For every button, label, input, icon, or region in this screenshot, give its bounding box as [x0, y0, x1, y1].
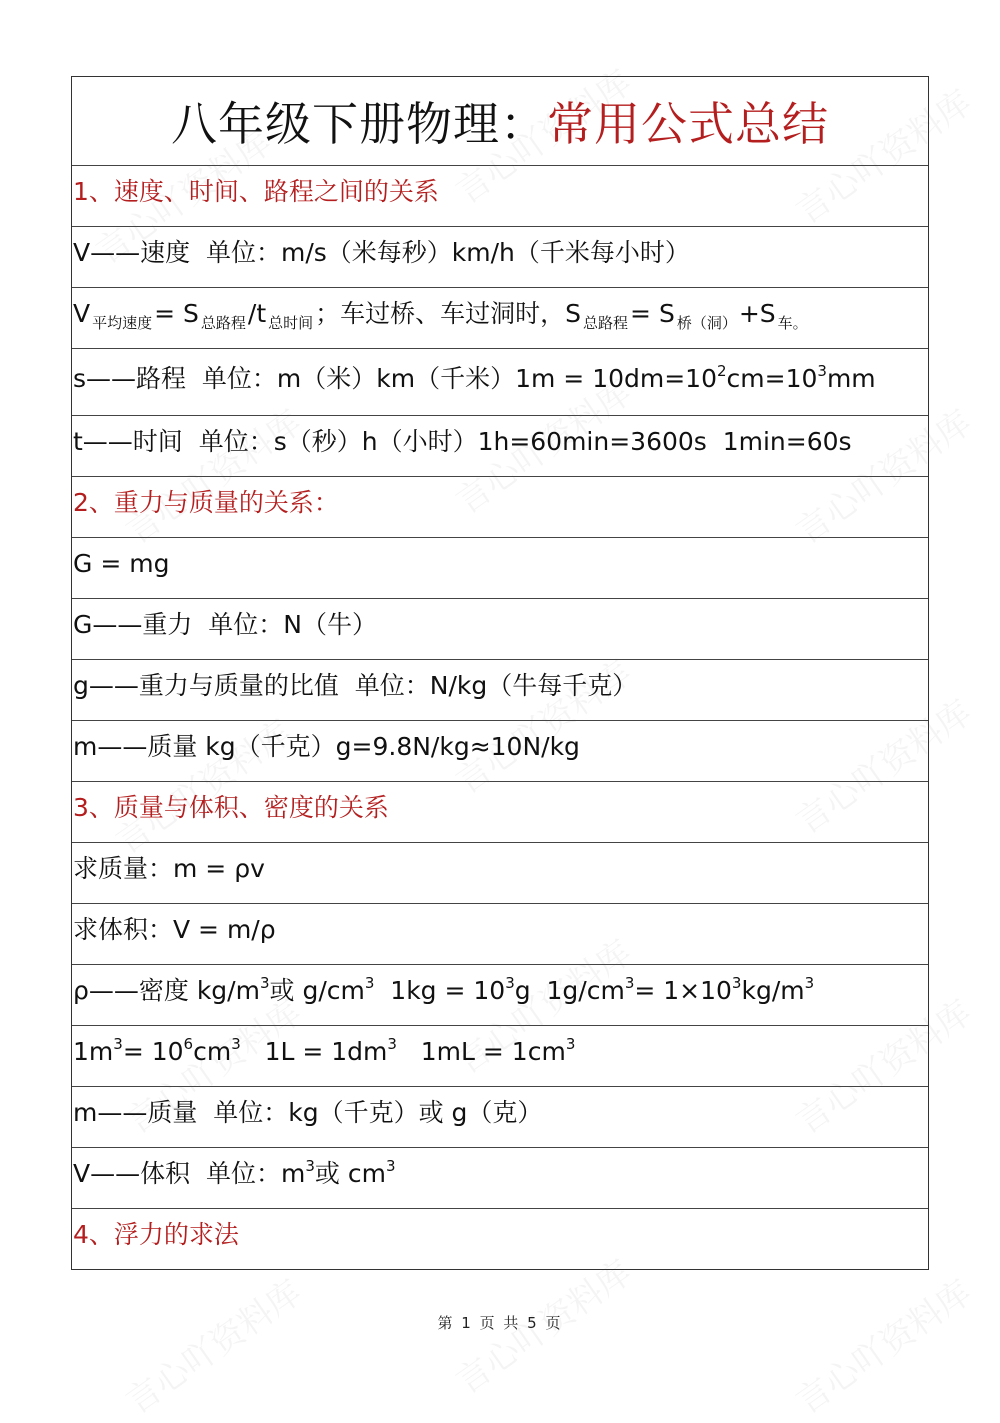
- formula-row: [72, 843, 928, 904]
- superscript: 3: [387, 1035, 397, 1053]
- formula-text: 或 g/cm: [269, 976, 365, 1005]
- subscript: 总路程: [200, 314, 246, 332]
- formula-table: [71, 76, 929, 1270]
- formula-text: = 10: [122, 1037, 184, 1066]
- formula-text: 4、浮力的求法: [73, 1220, 239, 1249]
- subscript: 总时间: [268, 314, 314, 332]
- formula-text: mm: [826, 364, 876, 393]
- section-heading: [72, 166, 928, 227]
- watermark-text: [114, 1266, 309, 1423]
- formula-text: = 1×10: [634, 976, 732, 1005]
- section-heading: [72, 1209, 928, 1269]
- formula-text: m——质量 单位：kg（千克）或 g（克）: [73, 1098, 543, 1127]
- formula-row: [72, 416, 928, 477]
- formula-text: 1、速度、时间、路程之间的关系: [73, 177, 439, 206]
- formula-row: [72, 227, 928, 288]
- superscript: 3: [731, 974, 742, 992]
- formula-row: [72, 904, 928, 965]
- subscript: 总路程: [583, 314, 629, 332]
- formula-text: V——体积 单位：m: [73, 1159, 306, 1188]
- formula-text: V: [73, 299, 91, 328]
- page-title: [72, 77, 928, 166]
- formula-text: s——路程 单位：m（米）km（千米）1m = 10dm=10: [73, 364, 717, 393]
- subscript: 平均速度: [92, 314, 153, 332]
- formula-text: V——速度 单位：m/s（米每秒）km/h（千米每小时）: [73, 238, 690, 267]
- formula-text: 求质量：m = ρv: [73, 854, 265, 883]
- formula-text: g——重力与质量的比值 单位：N/kg（牛每千克）: [73, 671, 638, 700]
- formula-text: ρ——密度 kg/m: [73, 976, 260, 1005]
- formula-text: t——时间 单位：s（秒）h（小时）1h=60min=3600s 1min=60s: [73, 427, 852, 456]
- formula-text: G——重力 单位：N（牛）: [73, 610, 377, 639]
- title-main: 八年级下册物理：: [171, 97, 547, 151]
- formula-text: +S: [738, 299, 776, 328]
- superscript: 3: [259, 974, 270, 992]
- formula-row: [72, 288, 928, 349]
- section-heading: [72, 477, 928, 538]
- formula-row: [72, 1087, 928, 1148]
- formula-text: 1kg = 10: [374, 976, 506, 1005]
- formula-text: G = mg: [73, 549, 170, 578]
- formula-row: [72, 599, 928, 660]
- formula-text: /t: [247, 299, 267, 328]
- formula-text: ；车过桥、车过洞时，S: [315, 299, 582, 328]
- subscript: 桥（洞）: [676, 314, 737, 332]
- formula-text: g 1g/cm: [514, 976, 625, 1005]
- superscript: 3: [624, 974, 635, 992]
- formula-row: [72, 349, 928, 416]
- superscript: 3: [385, 1157, 396, 1175]
- superscript: 3: [113, 1035, 123, 1053]
- superscript: 3: [505, 974, 515, 992]
- superscript: 3: [804, 974, 815, 992]
- watermark-text: [784, 1266, 979, 1423]
- formula-row: [72, 1026, 928, 1087]
- formula-text: 1L = 1dm: [240, 1037, 388, 1066]
- formula-text: 求体积：V = m/ρ: [73, 915, 276, 944]
- superscript: 3: [364, 974, 375, 992]
- page-number: 第 1 页 共 5 页: [437, 1314, 563, 1332]
- superscript: 3: [817, 362, 827, 380]
- superscript: 6: [183, 1035, 194, 1053]
- formula-text: 1m: [73, 1037, 114, 1066]
- subscript: 车。: [777, 314, 808, 332]
- formula-text: 1mL = 1cm: [396, 1037, 566, 1066]
- formula-text: = S: [630, 299, 675, 328]
- formula-text: cm: [193, 1037, 232, 1066]
- formula-row: [72, 965, 928, 1026]
- formula-text: 2、重力与质量的关系：: [73, 488, 339, 517]
- superscript: 2: [717, 362, 727, 380]
- formula-row: [72, 1148, 928, 1209]
- formula-text: kg/m: [741, 976, 805, 1005]
- superscript: 3: [305, 1157, 315, 1175]
- title-accent: 常用公式总结: [547, 97, 829, 151]
- formula-row: [72, 538, 928, 599]
- formula-row: [72, 721, 928, 782]
- formula-text: = S: [154, 299, 199, 328]
- formula-text: 或 cm: [314, 1159, 386, 1188]
- formula-text: m——质量 kg（千克）g=9.8N/kg≈10N/kg: [73, 732, 580, 761]
- formula-row: [72, 660, 928, 721]
- superscript: 3: [231, 1035, 241, 1053]
- formula-text: 3、质量与体积、密度的关系: [73, 793, 389, 822]
- section-heading: [72, 782, 928, 843]
- formula-text: cm=10: [726, 364, 818, 393]
- superscript: 3: [565, 1035, 576, 1053]
